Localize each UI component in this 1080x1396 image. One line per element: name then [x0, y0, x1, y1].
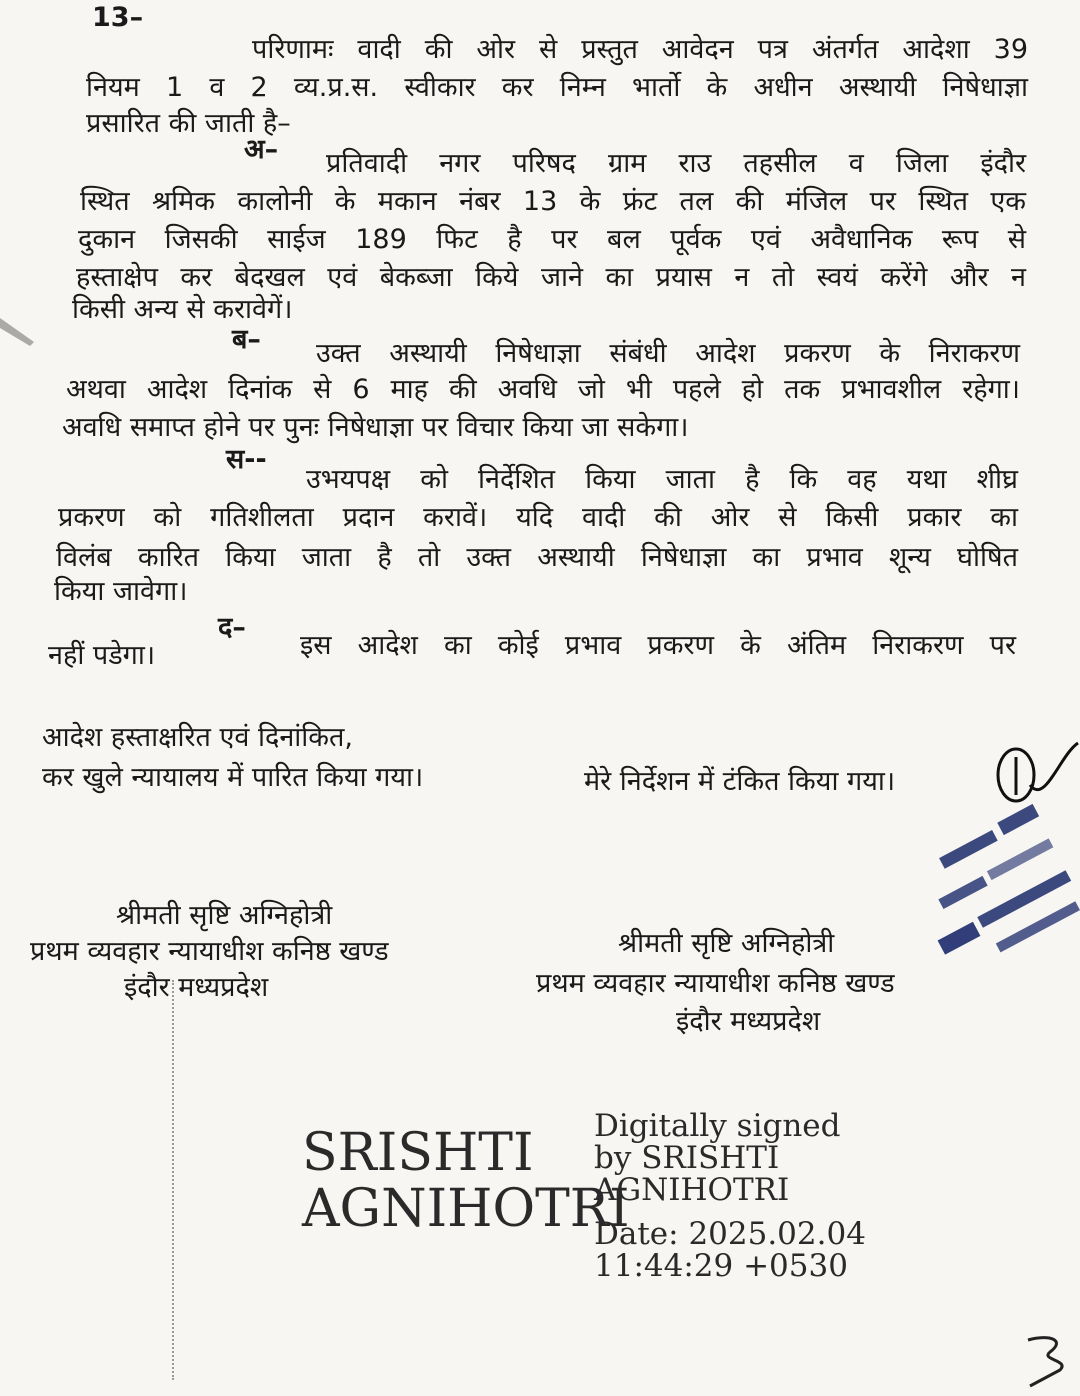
point-d-line-1: इस आदेश का कोई प्रभाव प्रकरण के अंतिम निराकरण पर: [300, 630, 1016, 661]
point-s-line-3: विलंब कारित किया जाता है तो उक्त अस्थायी निषेधाज्ञा का प्रभाव शून्य घोषित: [56, 542, 1018, 573]
judge-right-name: श्रीमती सृष्टि अग्निहोत्री: [618, 928, 835, 959]
digital-signature-details: [594, 1110, 866, 1282]
point-d-line-2: नहीं पडेगा।: [48, 640, 156, 671]
judge-left-place: इंदौर मध्यप्रदेश: [124, 972, 269, 1003]
judge-left-name: श्रीमती सृष्टि अग्निहोत्री: [116, 900, 333, 931]
digital-signature-date: Date: 2025.02.04: [594, 1216, 866, 1252]
digital-signature-name-line-2: AGNIHOTRI: [302, 1179, 630, 1239]
judge-right-place: इंदौर मध्यप्रदेश: [676, 1006, 821, 1037]
point-a-line-5: किसी अन्य से करावेगें।: [72, 294, 293, 325]
digital-signature-meta-2: by SRISHTI: [594, 1140, 780, 1176]
point-s-marker: स--: [226, 444, 267, 475]
point-b-line-1: उक्त अस्थायी निषेधाज्ञा संबंधी आदेश प्रकरण के निराकरण: [316, 338, 1020, 369]
point-a-line-3: दुकान जिसकी साईज 189 फिट है पर बल पूर्वक एवं अवैधानिक रूप से: [78, 224, 1026, 255]
closing-right-line: मेरे निर्देशन में टंकित किया गया।: [584, 766, 896, 797]
point-a-line-4: हस्ताक्षेप कर बेदखल एवं बेकब्जा किये जाने का प्रयास न तो स्वयं करेंगे और न: [76, 262, 1026, 293]
point-b-line-2: अथवा आदेश दिनांक से 6 माह की अवधि जो भी पहले हो तक प्रभावशील रहेगा।: [66, 374, 1020, 405]
digital-signature-name-line-1: SRISHTI: [302, 1123, 534, 1183]
digital-signature-meta-1: Digitally signed: [594, 1108, 841, 1144]
digital-signature-meta-3: AGNIHOTRI: [594, 1172, 790, 1208]
point-s-line-1: उभयपक्ष को निर्देशित किया जाता है कि वह यथा शीघ्र: [306, 464, 1018, 495]
point-b-marker: ब–: [232, 324, 261, 355]
point-s-line-4: किया जावेगा।: [54, 576, 188, 607]
corner-handwriting-icon: [1010, 1330, 1080, 1396]
judge-left-title: प्रथम व्यवहार न्यायाधीश कनिष्ठ खण्ड: [30, 936, 389, 967]
closing-left-line-2: कर खुले न्यायालय में पारित किया गया।: [42, 762, 424, 793]
para-number: 13–: [92, 2, 144, 33]
para13-line-3: प्रसारित की जाती है–: [86, 108, 291, 139]
para13-line-2: नियम 1 व 2 व्य.प्र.स. स्वीकार कर निम्न भार्तो के अधीन अस्थायी निषेधाज्ञा: [86, 72, 1028, 103]
court-seal-stamp-icon: [900, 790, 1080, 990]
digital-signature-time: 11:44:29 +0530: [594, 1248, 848, 1284]
binding-dotted-line: [172, 980, 174, 1380]
judge-right-title: प्रथम व्यवहार न्यायाधीश कनिष्ठ खण्ड: [536, 968, 895, 999]
digital-signature-name: [302, 1125, 630, 1237]
margin-smudge-icon: [0, 310, 40, 350]
para13-line-1: परिणामः वादी की ओर से प्रस्तुत आवेदन पत्र अंतर्गत आदेशा 39: [252, 34, 1028, 65]
point-b-line-3: अवधि समाप्त होने पर पुनः निषेधाज्ञा पर विचार किया जा सकेगा।: [62, 412, 689, 443]
point-a-line-2: स्थित श्रमिक कालोनी के मकान नंबर 13 के फ्रंट तल की मंजिल पर स्थित एक: [80, 186, 1026, 217]
closing-left-line-1: आदेश हस्ताक्षरित एवं दिनांकित,: [42, 722, 353, 753]
point-s-line-2: प्रकरण को गतिशीलता प्रदान करावें। यदि वादी की ओर से किसी प्रकार का: [58, 502, 1018, 533]
point-a-marker: अ–: [244, 134, 279, 165]
point-d-marker: द–: [218, 612, 246, 643]
point-a-line-1: प्रतिवादी नगर परिषद ग्राम राउ तहसील व जिला इंदौर: [326, 148, 1026, 179]
